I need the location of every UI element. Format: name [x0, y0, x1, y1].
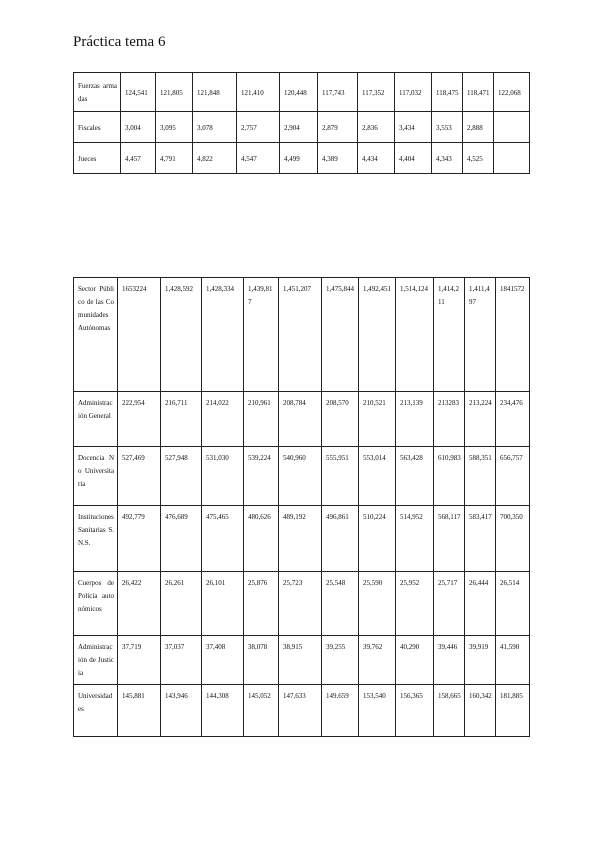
table-cell: 4,547: [237, 143, 280, 174]
table-cell: 1,428,334: [202, 278, 244, 392]
table-cell: 610,983: [434, 447, 465, 506]
row-label: Docencia No Universitaria: [74, 447, 118, 506]
table-cell: 158,665: [434, 685, 465, 737]
table-cell: 147,633: [279, 685, 322, 737]
table-row: [74, 572, 530, 636]
table-row: [74, 506, 530, 572]
table-cell: 1841572: [496, 278, 530, 392]
table-cell: 656,757: [496, 447, 530, 506]
table-cell: 568,117: [434, 506, 465, 572]
table-cell: 563,428: [396, 447, 434, 506]
table-cell: 4,525: [463, 143, 494, 174]
table-cell: 514,952: [396, 506, 434, 572]
table-cell: 213,139: [396, 392, 434, 447]
table-cell: 4,791: [156, 143, 193, 174]
table-cell: 1,451,207: [279, 278, 322, 392]
table-cell: 144,308: [202, 685, 244, 737]
table-cell: 3,095: [156, 112, 193, 143]
table-cell: 1,492,451: [359, 278, 396, 392]
table-cell: 4,434: [358, 143, 395, 174]
table-cell: 3,078: [193, 112, 237, 143]
table-cell: 26,444: [465, 572, 496, 636]
row-label: Cuerpos de Policía autonómicos: [74, 572, 118, 636]
row-label: Administración de Justicia: [74, 636, 118, 685]
table-cell: 531,030: [202, 447, 244, 506]
table-comunidades-autonomas: [73, 277, 530, 737]
table-cell: 527,948: [161, 447, 202, 506]
table-cell: 4,499: [280, 143, 318, 174]
row-label: Fuerzas armadas: [74, 73, 121, 112]
table-cell: 1,439,817: [244, 278, 279, 392]
table-cell: 25,952: [396, 572, 434, 636]
table-cell: 26,422: [118, 572, 161, 636]
table-cell: 41,590: [496, 636, 530, 685]
row-label: Universidades: [74, 685, 118, 737]
table-cell: 4,343: [432, 143, 463, 174]
table-cell: 210,961: [244, 392, 279, 447]
table-cell: 216,711: [161, 392, 202, 447]
table-cell: 210,521: [359, 392, 396, 447]
table-cell: 492,779: [118, 506, 161, 572]
table-cell: 4,389: [318, 143, 358, 174]
table-cell: 1653224: [118, 278, 161, 392]
table-cell: 160,342: [465, 685, 496, 737]
table-cell: 25,876: [244, 572, 279, 636]
table-cell: 117,352: [358, 73, 395, 112]
table-cell: 2,836: [358, 112, 395, 143]
table-cell: 1,414,211: [434, 278, 465, 392]
table-cell: 122,068: [494, 73, 530, 112]
table-cell: 181,885: [496, 685, 530, 737]
table-row: [74, 143, 530, 174]
table-row: [74, 685, 530, 737]
table-cell: 480,626: [244, 506, 279, 572]
table-cell: 553,014: [359, 447, 396, 506]
table-cell: 3,434: [395, 112, 432, 143]
table-row: [74, 392, 530, 447]
row-label: Sector Público de las Comunidades Autónomas: [74, 278, 118, 392]
table-cell: 37,719: [118, 636, 161, 685]
table-cell: 539,224: [244, 447, 279, 506]
table-cell: 510,224: [359, 506, 396, 572]
table-cell: 40,290: [396, 636, 434, 685]
table-cell: 120,448: [280, 73, 318, 112]
table-cell: 118,475: [432, 73, 463, 112]
table-cell: 3,553: [432, 112, 463, 143]
table-cell: 26,101: [202, 572, 244, 636]
table-cell: 214,022: [202, 392, 244, 447]
table-cell: 700,350: [496, 506, 530, 572]
table-cell: 26,514: [496, 572, 530, 636]
table-cell: 1,428,592: [161, 278, 202, 392]
table-cell: 121,410: [237, 73, 280, 112]
table-cell: 118,471: [463, 73, 494, 112]
table-cell: 496,861: [322, 506, 359, 572]
table-row: [74, 636, 530, 685]
table-cell: 38,078: [244, 636, 279, 685]
table-row: [74, 447, 530, 506]
table-cell: 25,723: [279, 572, 322, 636]
table-cell: 25,590: [359, 572, 396, 636]
table-cell: 121,805: [156, 73, 193, 112]
table-row: [74, 278, 530, 392]
table-cell: 39,255: [322, 636, 359, 685]
table-cell: 527,469: [118, 447, 161, 506]
table-cell: 555,951: [322, 447, 359, 506]
table-cell: 117,743: [318, 73, 358, 112]
table-cell: 475,465: [202, 506, 244, 572]
table-cell: 208,784: [279, 392, 322, 447]
table-militares-justicia: [73, 72, 530, 174]
table-cell: [494, 143, 530, 174]
table-cell: 540,960: [279, 447, 322, 506]
table-cell: 38,915: [279, 636, 322, 685]
table-cell: 25,548: [322, 572, 359, 636]
table-cell: 153,540: [359, 685, 396, 737]
table-cell: 213,224: [465, 392, 496, 447]
table-cell: 2,888: [463, 112, 494, 143]
table-cell: 143,946: [161, 685, 202, 737]
table-cell: 3,004: [121, 112, 156, 143]
table-cell: 489,192: [279, 506, 322, 572]
table-cell: 208,570: [322, 392, 359, 447]
row-label: Administración General: [74, 392, 118, 447]
table-cell: 588,351: [465, 447, 496, 506]
table-row: [74, 112, 530, 143]
table-cell: 156,365: [396, 685, 434, 737]
row-label: Instituciones Sanitarias S.N.S.: [74, 506, 118, 572]
table-cell: 39,919: [465, 636, 496, 685]
table-cell: 2,757: [237, 112, 280, 143]
table-cell: 2,904: [280, 112, 318, 143]
table-cell: 4,822: [193, 143, 237, 174]
table-cell: 37,408: [202, 636, 244, 685]
table-cell: 4,457: [121, 143, 156, 174]
table-cell: 4,404: [395, 143, 432, 174]
table-cell: 145,052: [244, 685, 279, 737]
table-cell: 1,411,497: [465, 278, 496, 392]
table-cell: 1,475,844: [322, 278, 359, 392]
table-cell: 583,417: [465, 506, 496, 572]
table-row: [74, 73, 530, 112]
table-cell: 1,514,124: [396, 278, 434, 392]
row-label: Jueces: [74, 143, 121, 174]
table-cell: 222,954: [118, 392, 161, 447]
page-title: Práctica tema 6: [73, 34, 166, 50]
table-cell: 149,659: [322, 685, 359, 737]
table-cell: [494, 112, 530, 143]
table-cell: 234,476: [496, 392, 530, 447]
table-cell: 2,879: [318, 112, 358, 143]
table-cell: 25,717: [434, 572, 465, 636]
table-cell: 117,032: [395, 73, 432, 112]
row-label: Fiscales: [74, 112, 121, 143]
table-cell: 476,689: [161, 506, 202, 572]
table-cell: 37,037: [161, 636, 202, 685]
table-cell: 145,881: [118, 685, 161, 737]
table-cell: 39,762: [359, 636, 396, 685]
table-cell: 39,446: [434, 636, 465, 685]
table-cell: 213283: [434, 392, 465, 447]
table-cell: 121,848: [193, 73, 237, 112]
table-cell: 124,541: [121, 73, 156, 112]
table-cell: 26,261: [161, 572, 202, 636]
